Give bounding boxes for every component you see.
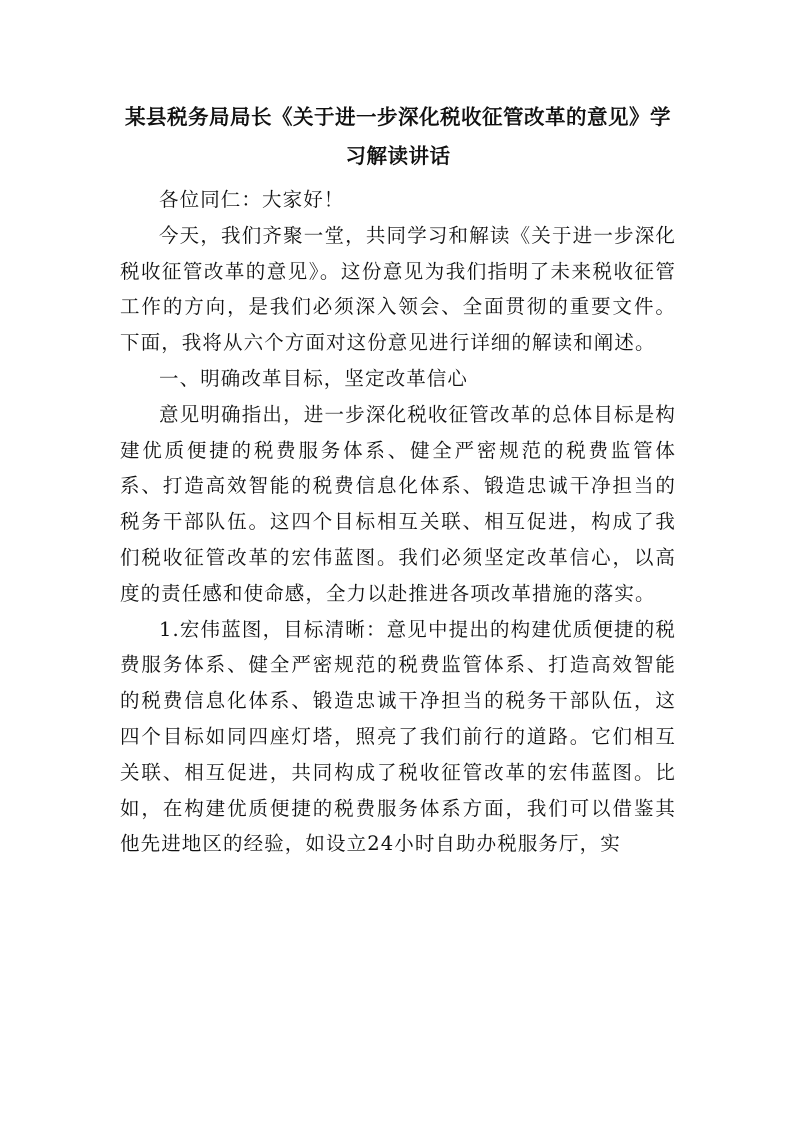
body-paragraph: 意见明确指出，进一步深化税收征管改革的总体目标是构建优质便捷的税费服务体系、健全严密规范的税费监管体系、打造高效智能的税费信息化体系、锻造忠诚干净担当的税务干部队伍。这四个目标相互关联、相互促进，构成了我们税收征管改革的宏伟蓝图。我们必须坚定改革信心，以高度的责任感和使命感，全力以赴推进各项改革措施的落实。: [120, 402, 676, 605]
greeting-paragraph: 各位同仁：大家好！: [159, 188, 345, 211]
document-body: [120, 98, 676, 862]
numbered-paragraph: 1.宏伟蓝图，目标清晰：意见中提出的构建优质便捷的税费服务体系、健全严密规范的税费监管体系、打造高效智能的税费信息化体系、锻造忠诚干净担当的税务干部队伍，这四个目标如同四座灯塔，照亮了我们前行的道路。它们相互关联、相互促进，共同构成了税收征管改革的宏伟蓝图。比如，在构建优质便捷的税费服务体系方面，我们可以借鉴其他先进地区的经验，如设立24小时自助办税服务厅，实: [120, 617, 676, 856]
document-title: 某县税务局局长《关于进一步深化税收征管改革的意见》学习解读讲话: [125, 105, 671, 168]
intro-paragraph: 今天，我们齐聚一堂，共同学习和解读《关于进一步深化税收征管改革的意见》。这份意见为我们指明了未来税收征管工作的方向，是我们必须深入领会、全面贯彻的重要文件。下面，我将从六个方面对这份意见进行详细的解读和阐述。: [120, 223, 676, 355]
section-heading: 一、明确改革目标，坚定改革信心: [159, 366, 469, 390]
